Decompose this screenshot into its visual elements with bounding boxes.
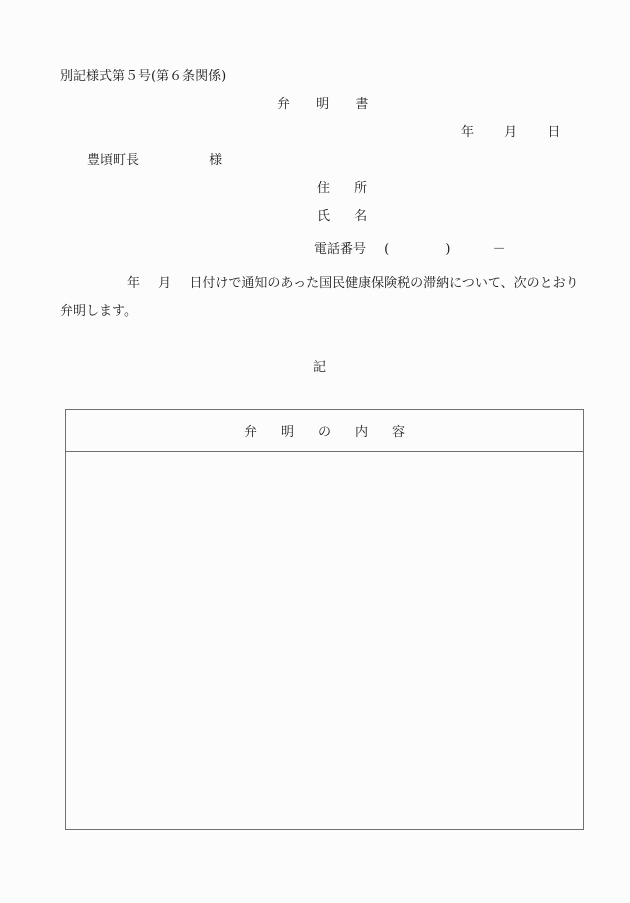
header-char: の [317,425,331,440]
addressee-name: 豊頃町長 [87,153,140,168]
phone-label: 電話番号 [314,242,367,257]
title-char: 書 [355,97,369,112]
date-line[interactable] [461,125,560,141]
phone-open-paren: ( [384,242,390,257]
name-field[interactable] [317,209,367,225]
addressee-line [87,153,222,169]
name-label-char: 名 [354,209,368,224]
content-box-header [66,410,583,452]
title-char: 明 [316,97,330,112]
address-label-char: 所 [354,181,368,196]
form-label: 別記様式第５号(第６条関係) [60,69,227,84]
document-title [277,97,368,113]
body-line-2: 弁明します。 [60,304,137,319]
date-month: 月 [504,125,518,140]
body-year: 年 [127,276,141,291]
phone-field[interactable] [314,242,506,258]
body-line1-rest: 日付けで通知のあった国民健康保険税の滞納について、次のとおり [189,276,579,291]
header-char: 明 [280,425,294,440]
addressee-honorific: 様 [209,153,223,168]
header-char: 容 [391,425,405,440]
date-year: 年 [461,125,475,140]
content-box [65,409,584,830]
body-line-1 [127,276,579,292]
body-month: 月 [158,276,172,291]
phone-close-paren: ) [445,242,451,257]
address-label-char: 住 [317,181,331,196]
name-label-char: 氏 [317,209,331,224]
address-field[interactable] [317,181,367,197]
phone-dash: － [492,242,506,257]
ki-heading: 記 [313,360,327,375]
header-char: 内 [354,425,368,440]
header-char: 弁 [243,425,257,440]
explanation-content-area[interactable] [66,452,583,829]
title-char: 弁 [277,97,291,112]
date-day: 日 [547,125,561,140]
